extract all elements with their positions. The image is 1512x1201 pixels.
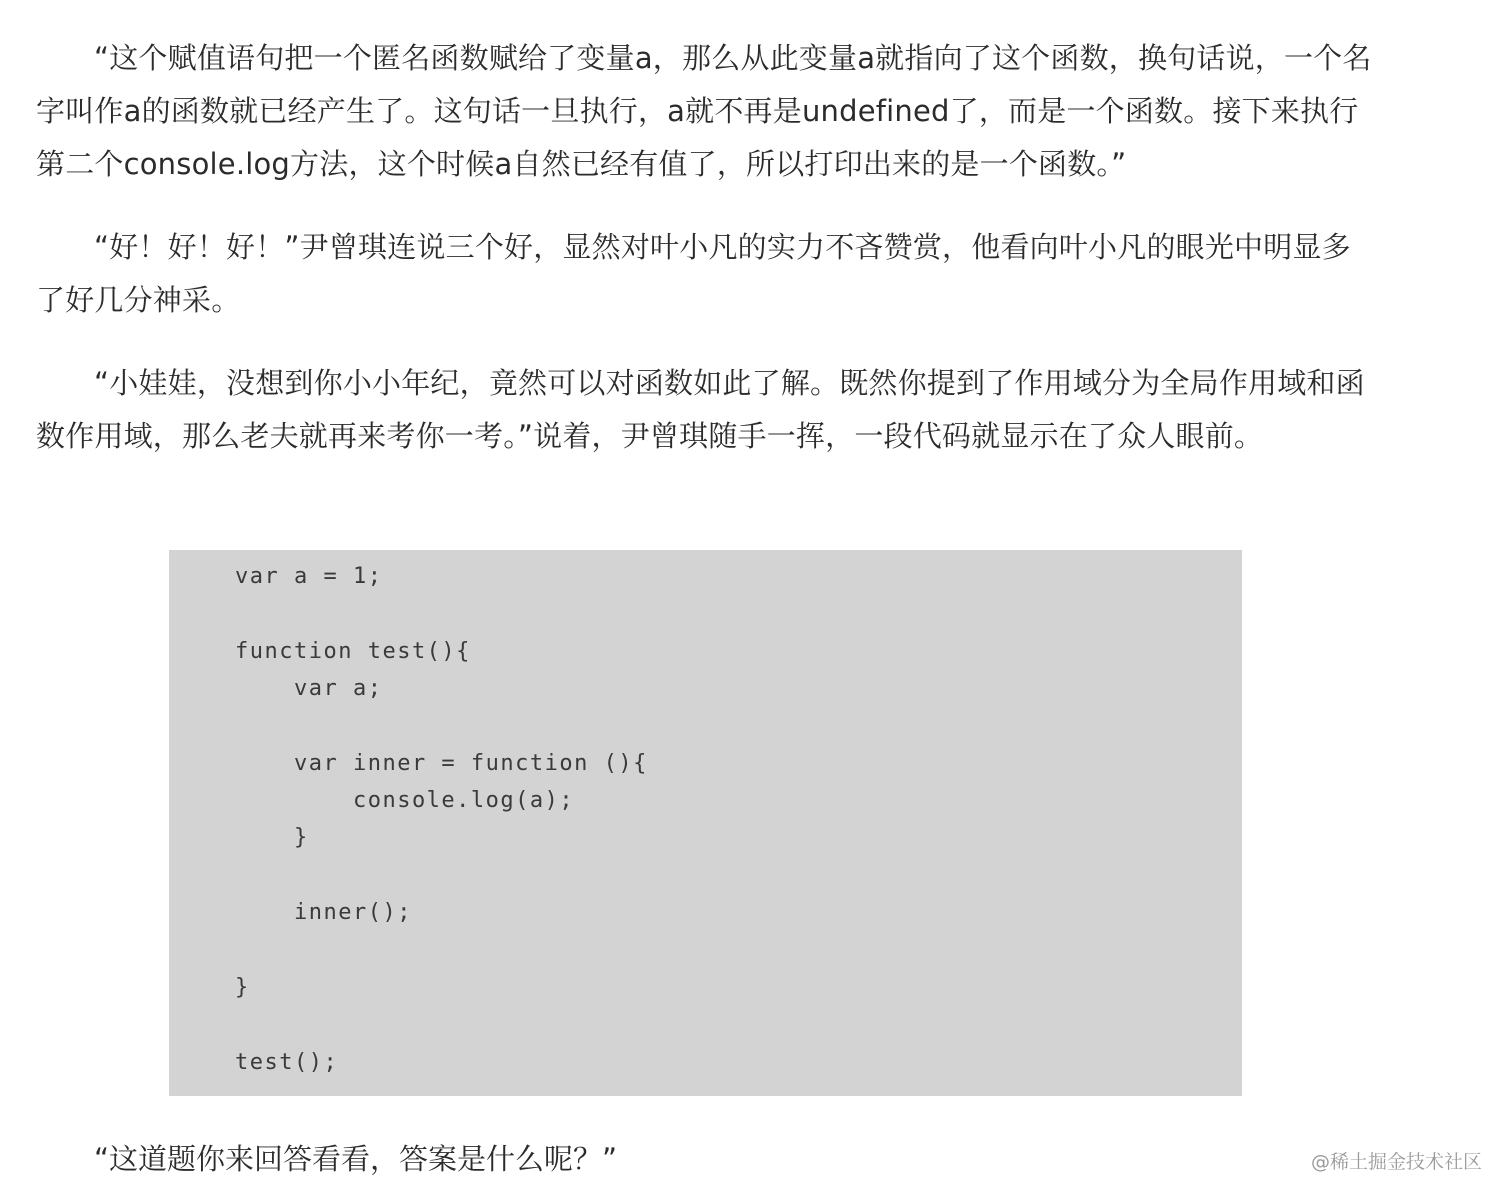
paragraph-1: “这个赋值语句把一个匿名函数赋给了变量a，那么从此变量a就指向了这个函数，换句话说，一个名字叫作a的函数就已经产生了。这句话一旦执行，a就不再是undefined了，而是一个函数。接下来执行第二个console.log方法，这个时候a自然已经有值了，所以打印出来的是一个函数。” <box>36 41 1372 181</box>
code-line: var a; <box>235 676 383 701</box>
code-line: } <box>235 825 309 850</box>
code-line: console.log(a); <box>235 788 575 813</box>
code-line: var a = 1; <box>235 564 383 589</box>
code-line: inner(); <box>235 900 412 925</box>
paragraph-3: “小娃娃，没想到你小小年纪，竟然可以对函数如此了解。既然你提到了作用域分为全局作用域和函数作用域，那么老夫就再来考你一考。”说着，尹曾琪随手一挥，一段代码就显示在了众人眼前。 <box>36 366 1365 453</box>
closing-paragraph: “这道题你来回答看看，答案是什么呢？” <box>94 1142 618 1176</box>
watermark: @稀土掘金技术社区 <box>1310 1151 1482 1173</box>
paragraph-2: “好！好！好！”尹曾琪连说三个好，显然对叶小凡的实力不吝赞赏，他看向叶小凡的眼光中明显多了好几分神采。 <box>36 230 1351 317</box>
code-line: function test(){ <box>235 639 471 664</box>
code-line: test(); <box>235 1050 339 1075</box>
code-line: } <box>235 975 250 1000</box>
article-body <box>36 32 1380 493</box>
code-block <box>169 550 1242 1096</box>
code-line: var inner = function (){ <box>235 751 648 776</box>
